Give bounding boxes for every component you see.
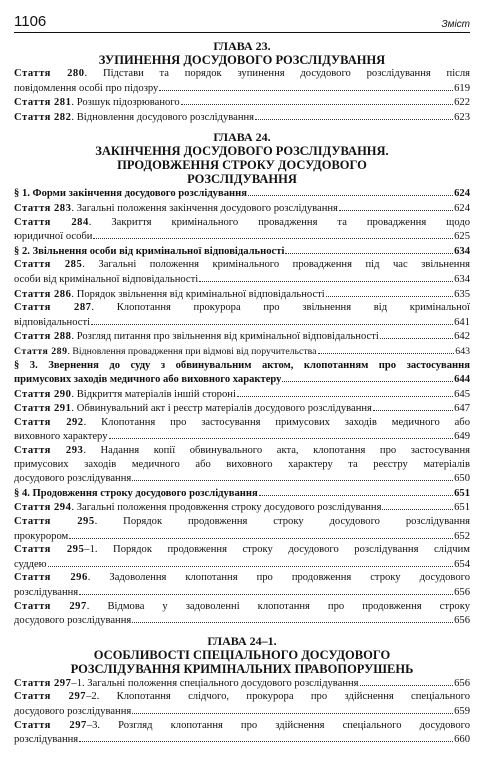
toc-entry <box>14 344 470 359</box>
entry-text: § 3. Звернення до суду з обвинувальним актом, клопотанням про застосування <box>14 359 470 371</box>
chapter-title-line: ЗУПИНЕННЯ ДОСУДОВОГО РОЗСЛІДУВАННЯ <box>98 53 386 67</box>
leader-dots <box>132 704 453 714</box>
leader-dots <box>339 201 453 211</box>
entry-text: суддею <box>14 558 47 570</box>
article-label: Стаття 281 <box>14 97 72 109</box>
page-ref: 651 <box>454 487 470 499</box>
entry-line <box>14 429 470 444</box>
leader-dots <box>132 471 453 481</box>
chapter-title-line: ПРОДОВЖЕННЯ СТРОКУ ДОСУДОВОГО <box>117 158 367 173</box>
page-ref: 634 <box>454 273 470 285</box>
page-ref: 624 <box>454 188 470 200</box>
entry-line <box>14 732 470 747</box>
leader-dots <box>79 585 453 595</box>
entry-text: –1. Загальні положення спеціального досудового розслідування <box>71 677 359 689</box>
entry-text: . Клопотання прокурора про звільнення від кримінальної <box>91 302 470 314</box>
entry-text: досудового розслідування <box>14 705 132 717</box>
entry-text: . Розшук підозрюваного <box>71 97 180 109</box>
article-label: Стаття 297 <box>14 600 87 612</box>
page-ref: 641 <box>454 316 470 328</box>
leader-dots <box>159 81 453 91</box>
entry-line <box>14 690 470 704</box>
entry-line <box>14 186 470 201</box>
entry-line <box>14 416 470 430</box>
page-ref: 650 <box>454 473 470 485</box>
entry-line <box>14 315 470 330</box>
entry-text: примусових заходів медичного або виховного характеру <box>14 374 282 386</box>
article-label: Стаття 288 <box>14 331 72 343</box>
toc-entry <box>14 676 470 691</box>
toc-section <box>14 244 470 259</box>
leader-dots <box>282 372 453 382</box>
entry-line <box>14 387 470 402</box>
entry-text: . Надання копії обвинувального акта, клопотання про застосування <box>83 445 470 457</box>
entry-line <box>14 719 470 733</box>
toc-entry <box>14 201 470 216</box>
entry-line <box>14 244 470 259</box>
entry-text: юридичної особи <box>14 231 93 243</box>
toc-entry <box>14 444 470 486</box>
leader-dots <box>132 613 453 623</box>
article-label: Стаття 284 <box>14 216 89 228</box>
toc-page <box>14 6 470 747</box>
article-label: Стаття 297 <box>14 719 87 731</box>
entry-text: § 2. Звільнення особи від кримінальної відповідальності <box>14 245 285 257</box>
entry-text: особи від кримінальної відповідальності <box>14 273 199 285</box>
entry-text: . Відмова у задоволенні клопотання про продовження строку <box>86 600 471 612</box>
page-ref: 645 <box>454 388 470 400</box>
entry-line <box>14 486 470 501</box>
page-ref: 656 <box>454 615 470 627</box>
toc-section <box>14 186 470 201</box>
entry-line <box>14 571 470 585</box>
leader-dots <box>237 387 453 397</box>
entry-text: . Загальні положення кримінального провадження під час звільнення <box>82 259 470 271</box>
toc-entry <box>14 600 470 628</box>
chapter-heading <box>14 130 470 186</box>
page-ref: 642 <box>454 331 470 343</box>
chapter-number: ГЛАВА 24. <box>213 130 271 145</box>
entry-line <box>14 600 470 614</box>
entry-line <box>14 515 470 529</box>
leader-dots <box>259 486 453 496</box>
entry-line <box>14 444 470 458</box>
entry-line <box>14 216 470 230</box>
running-title: Зміст <box>441 19 470 30</box>
entry-text: . Клопотання про застосування примусових заходів медичного або <box>83 416 470 428</box>
entry-line <box>14 344 470 359</box>
leader-dots <box>79 732 453 742</box>
entry-text: . Відновлення досудового розслідування <box>71 111 255 123</box>
article-label: Стаття 285 <box>14 259 83 271</box>
article-label: Стаття 290 <box>14 388 72 400</box>
article-label: Стаття 297 <box>14 677 72 689</box>
toc-entry <box>14 110 470 125</box>
leader-dots <box>373 401 453 411</box>
entry-line <box>14 229 470 244</box>
article-label: Стаття 294 <box>14 502 72 514</box>
entry-text: . Закриття кримінального провадження та провадження щодо <box>88 216 471 228</box>
article-label: Стаття 293 <box>14 445 84 457</box>
page-ref: 660 <box>454 734 470 746</box>
entry-line: примусових заходів медичного або виховного характеру та реєстру матеріалів <box>14 458 470 470</box>
chapter-title-line: РОЗСЛІДУВАННЯ <box>187 172 297 187</box>
entry-line <box>14 613 470 628</box>
toc-entry <box>14 287 470 302</box>
page-ref: 643 <box>455 345 470 357</box>
article-label: Стаття 295 <box>14 544 85 556</box>
page-ref: 656 <box>454 677 470 689</box>
article-label: Стаття 283 <box>14 202 72 214</box>
page-ref: 649 <box>454 431 470 443</box>
entry-line <box>14 676 470 691</box>
article-label: Стаття 289 <box>14 345 68 357</box>
article-label: Стаття 282 <box>14 111 72 123</box>
entry-line <box>14 359 470 373</box>
entry-text: відповідальності <box>14 316 91 328</box>
toc-entry <box>14 515 470 543</box>
entry-line <box>14 67 470 81</box>
article-label: Стаття 286 <box>14 288 72 300</box>
article-label: Стаття 280 <box>14 68 85 79</box>
leader-dots <box>93 229 453 239</box>
entry-text: розслідування <box>14 734 79 746</box>
leader-dots <box>48 557 454 567</box>
entry-text: –3. Розгляд клопотання про здійснення спеціального досудового <box>86 719 470 731</box>
entry-line <box>14 201 470 216</box>
page-ref: 656 <box>454 587 470 598</box>
leader-dots <box>318 344 455 354</box>
page-ref: 634 <box>454 245 470 257</box>
entry-text: прокурором <box>14 530 69 542</box>
toc-entry <box>14 95 470 110</box>
entry-text: . Обвинувальний акт і реєстр матеріалів досудового розслідування <box>71 403 372 415</box>
entry-line <box>14 287 470 302</box>
entry-text: досудового розслідування <box>14 473 132 485</box>
article-label: Стаття 296 <box>14 572 88 584</box>
entry-text: . Розгляд питання про звільнення від кримінальної відповідальності <box>71 331 379 343</box>
page-ref: 651 <box>454 502 470 514</box>
toc-entry <box>14 500 470 515</box>
toc-section <box>14 486 470 501</box>
entry-line <box>14 471 470 486</box>
entry-text: § 4. Продовження строку досудового розслідування <box>14 487 258 499</box>
page-ref: 625 <box>454 231 470 243</box>
entry-line <box>14 529 470 544</box>
entry-text: § 1. Форми закінчення досудового розслідування <box>14 188 247 200</box>
article-label: Стаття 295 <box>14 516 95 528</box>
entry-line <box>14 543 470 557</box>
chapter-heading <box>14 39 470 67</box>
chapter-title-line: ЗАКІНЧЕННЯ ДОСУДОВОГО РОЗСЛІДУВАННЯ. <box>95 144 389 159</box>
page-ref: 647 <box>454 403 470 415</box>
leader-dots <box>382 500 453 510</box>
entry-text: . Задоволення клопотання про продовження строку досудового <box>87 572 471 584</box>
toc-entry <box>14 543 470 571</box>
table-of-contents <box>14 39 470 747</box>
entry-line <box>14 372 470 387</box>
entry-line <box>14 301 470 315</box>
page-ref: 624 <box>454 202 470 214</box>
page-ref: 652 <box>454 530 470 542</box>
toc-entry <box>14 258 470 286</box>
entry-text: . Підстави та порядок зупинення досудового розслідування після <box>84 68 471 79</box>
entry-text: досудового розслідування <box>14 615 132 627</box>
toc-entry <box>14 416 470 444</box>
toc-entry <box>14 690 470 718</box>
entry-line <box>14 110 470 125</box>
entry-text: . Загальні положення продовження строку досудового розслідування <box>71 502 382 514</box>
leader-dots <box>360 676 454 686</box>
toc-entry <box>14 571 470 599</box>
entry-line <box>14 500 470 515</box>
entry-text: –2. Клопотання слідчого, прокурора про здійснення спеціального <box>86 691 470 703</box>
entry-line <box>14 401 470 416</box>
entry-line <box>14 272 470 287</box>
page-ref: 635 <box>454 288 470 300</box>
entry-line <box>14 258 470 272</box>
entry-line <box>14 585 470 600</box>
entry-text: . Загальні положення закінчення досудового розслідування <box>71 202 338 214</box>
chapter-title-line: ОСОБЛИВОСТІ СПЕЦІАЛЬНОГО ДОСУДОВОГО <box>93 647 391 662</box>
page-number: 1106 <box>14 13 47 30</box>
entry-line <box>14 95 470 110</box>
toc-entry <box>14 401 470 416</box>
article-label: Стаття 292 <box>14 416 84 428</box>
chapter-heading <box>14 634 470 676</box>
article-label: Стаття 297 <box>14 691 87 703</box>
leader-dots <box>248 186 453 196</box>
leader-dots <box>109 429 454 439</box>
entry-text: . Порядок звільнення від кримінальної відповідальності <box>71 288 325 300</box>
entry-text: виховного характеру <box>14 431 108 443</box>
entry-line <box>14 704 470 719</box>
chapter-title-line: РОЗСЛІДУВАННЯ КРИМІНАЛЬНИХ ПРАВОПОРУШЕНЬ <box>70 661 414 676</box>
chapter-number: ГЛАВА 24–1. <box>207 633 277 648</box>
entry-text: повідомлення особі про підозру <box>14 82 159 94</box>
toc-entry <box>14 329 470 344</box>
leader-dots <box>91 315 453 325</box>
entry-text: . Відкриття матеріалів іншій стороні <box>71 388 236 400</box>
toc-entry <box>14 67 470 95</box>
entry-line <box>14 81 470 96</box>
toc-entry <box>14 387 470 402</box>
page-header <box>14 6 470 33</box>
entry-line <box>14 329 470 344</box>
article-label: Стаття 291 <box>14 403 72 415</box>
leader-dots <box>326 287 453 297</box>
toc-entry <box>14 301 470 329</box>
article-label: Стаття 287 <box>14 302 92 314</box>
page-ref: 654 <box>454 558 470 570</box>
page-ref: 622 <box>454 97 470 109</box>
entry-text: розслідування <box>14 587 79 598</box>
entry-text: . Порядок продовження строку досудового розслідування <box>94 516 471 528</box>
leader-dots <box>380 329 453 339</box>
leader-dots <box>181 95 453 105</box>
chapter-number: ГЛАВА 23. <box>213 39 271 53</box>
page-ref: 623 <box>454 111 470 123</box>
leader-dots <box>69 529 453 539</box>
leader-dots <box>255 110 453 120</box>
page-ref: 659 <box>454 705 470 717</box>
leader-dots <box>285 244 453 254</box>
page-ref: 644 <box>454 374 470 386</box>
entry-text: –1. Порядок продовження строку досудового розслідування слідчим <box>84 544 470 556</box>
entry-text: . Відновлення провадження при відмові від поручительства <box>67 345 317 357</box>
toc-entry <box>14 216 470 244</box>
entry-line <box>14 557 470 572</box>
toc-section <box>14 359 470 387</box>
page-ref: 619 <box>454 82 470 94</box>
leader-dots <box>199 272 453 282</box>
toc-entry <box>14 719 470 747</box>
